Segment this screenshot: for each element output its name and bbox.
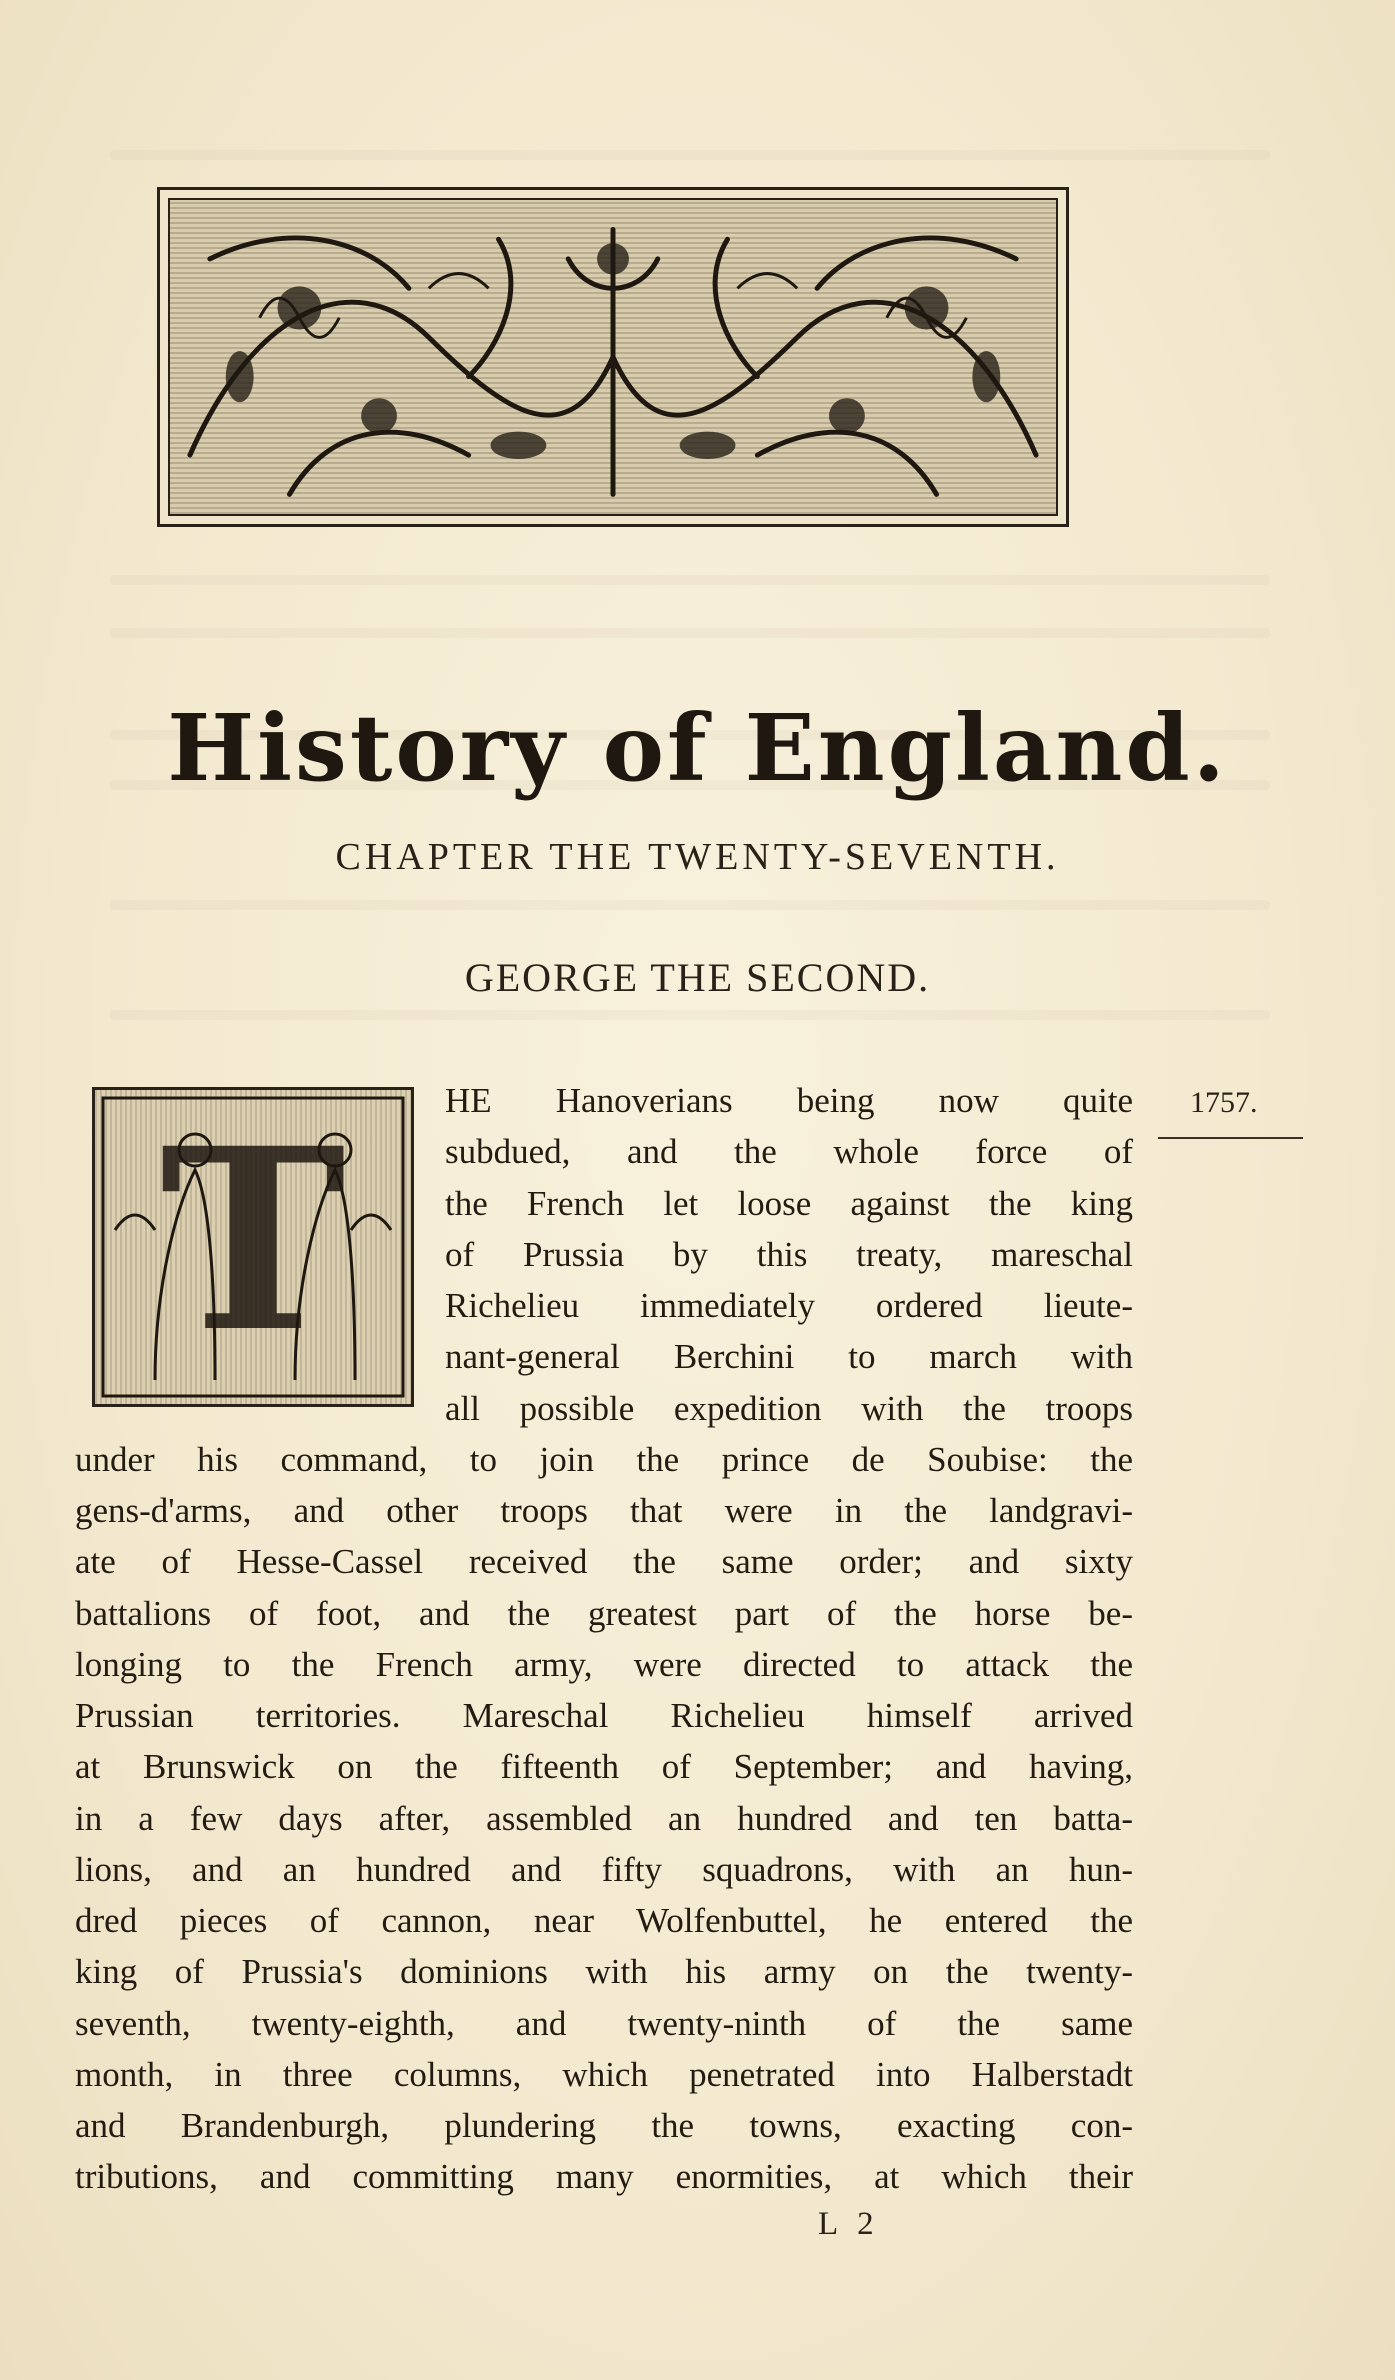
body-line: nant-general Berchini to march with xyxy=(445,1337,1133,1376)
body-line: month, in three columns, which penetrated into Halberstadt xyxy=(75,2055,1133,2094)
margin-rule xyxy=(1158,1137,1303,1139)
chapter-heading: CHAPTER THE TWENTY-SEVENTH. xyxy=(335,836,1060,878)
body-line: in a few days after, assembled an hundred and ten batta- xyxy=(75,1799,1133,1838)
book-title: History of England. xyxy=(167,693,1228,802)
bleed-through-line xyxy=(110,628,1270,638)
body-line: dred pieces of cannon, near Wolfenbuttel, he entered the xyxy=(75,1901,1133,1940)
signature-mark: L 2 xyxy=(818,2206,880,2242)
body-line: the French let loose against the king xyxy=(445,1184,1133,1223)
body-line: and Brandenburgh, plundering the towns, exacting con- xyxy=(75,2106,1133,2145)
drop-cap xyxy=(92,1087,414,1407)
body-line: Prussian territories. Mareschal Richelieu himself arrived xyxy=(75,1696,1133,1735)
bleed-through-line xyxy=(110,575,1270,585)
body-line: at Brunswick on the fifteenth of September; and having, xyxy=(75,1747,1133,1786)
body-line: battalions of foot, and the greatest part of the horse be- xyxy=(75,1594,1133,1633)
body-line: seventh, twenty-eighth, and twenty-ninth of the same xyxy=(75,2004,1133,2043)
margin-year: 1757. xyxy=(1190,1086,1258,1119)
body-line: Richelieu immediately ordered lieute- xyxy=(445,1286,1133,1325)
drop-cap-letter: T xyxy=(159,1093,347,1387)
ornamental-headpiece xyxy=(157,187,1069,527)
body-line: subdued, and the whole force of xyxy=(445,1132,1133,1171)
body-line: ate of Hesse-Cassel received the same order; and sixty xyxy=(75,1542,1133,1581)
body-line: gens-d'arms, and other troops that were in the landgravi- xyxy=(75,1491,1133,1530)
body-line: HE Hanoverians being now quite xyxy=(445,1081,1133,1120)
reign-heading: GEORGE THE SECOND. xyxy=(464,955,931,1000)
bleed-through-line xyxy=(110,900,1270,910)
body-line: king of Prussia's dominions with his army on the twenty- xyxy=(75,1952,1133,1991)
foliage-ornament-icon xyxy=(170,200,1056,514)
bleed-through-line xyxy=(110,150,1270,160)
body-line: longing to the French army, were directed to attack the xyxy=(75,1645,1133,1684)
body-line: tributions, and committing many enormities, at which their xyxy=(75,2157,1133,2196)
bleed-through-line xyxy=(110,1010,1270,1020)
body-line: all possible expedition with the troops xyxy=(445,1389,1133,1428)
body-line: of Prussia by this treaty, mareschal xyxy=(445,1235,1133,1274)
body-line: under his command, to join the prince de Soubise: the xyxy=(75,1440,1133,1479)
body-line: lions, and an hundred and fifty squadrons, with an hun- xyxy=(75,1850,1133,1889)
